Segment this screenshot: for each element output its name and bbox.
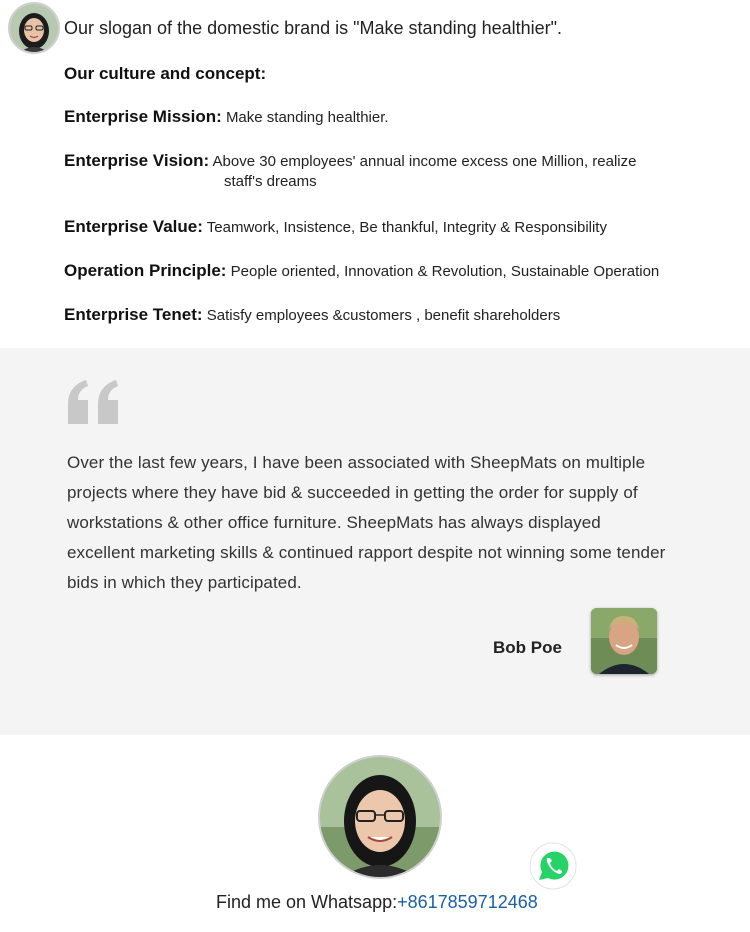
author-portrait — [591, 608, 657, 674]
tenet-value: Satisfy employees &customers , benefit shareholders — [206, 307, 561, 324]
whatsapp-phone-link[interactable]: +8617859712468 — [397, 892, 538, 912]
value-value: Teamwork, Insistence, Be thankful, Integrity & Responsibility — [206, 219, 607, 236]
testimonial-section — [0, 348, 750, 735]
principle-value: People oriented, Innovation & Revolution, Sustainable Operation — [230, 263, 660, 280]
avatar-small-portrait — [10, 4, 58, 52]
vision-row — [64, 151, 636, 192]
value-row — [64, 217, 607, 238]
tenet-row — [64, 305, 560, 326]
contact-label: Find me on Whatsapp: — [216, 892, 398, 912]
quote-icon — [66, 378, 122, 426]
mission-row — [64, 107, 389, 128]
avatar-large — [318, 755, 442, 879]
whatsapp-icon[interactable] — [529, 842, 577, 890]
testimonial-text: Over the last few years, I have been associated with SheepMats on multiple projects where they have bid & succeeded in getting the order for supply of workstations & other office furniture. SheepMats has always displayed excellent marketing skills & continued rapport despite not winning some tender bids in which they participated. — [67, 453, 666, 592]
avatar-small — [8, 2, 60, 54]
author-avatar — [591, 608, 657, 674]
vision-value-line2: staff's dreams — [224, 173, 317, 190]
value-label: Enterprise Value: — [64, 217, 203, 236]
mission-label: Enterprise Mission: — [64, 107, 222, 126]
whatsapp-contact — [216, 892, 538, 913]
culture-heading: Our culture and concept: — [64, 64, 267, 83]
vision-label: Enterprise Vision: — [64, 151, 210, 170]
vision-value: Above 30 employees' annual income excess one Million, realize — [212, 153, 637, 170]
testimonial-author: Bob Poe — [493, 638, 562, 657]
principle-label: Operation Principle: — [64, 261, 227, 280]
principle-row — [64, 261, 659, 282]
avatar-large-portrait — [320, 757, 440, 877]
slogan-text: Our slogan of the domestic brand is "Make standing healthier". — [64, 18, 563, 38]
tenet-label: Enterprise Tenet: — [64, 305, 203, 324]
mission-value: Make standing healthier. — [225, 109, 389, 126]
